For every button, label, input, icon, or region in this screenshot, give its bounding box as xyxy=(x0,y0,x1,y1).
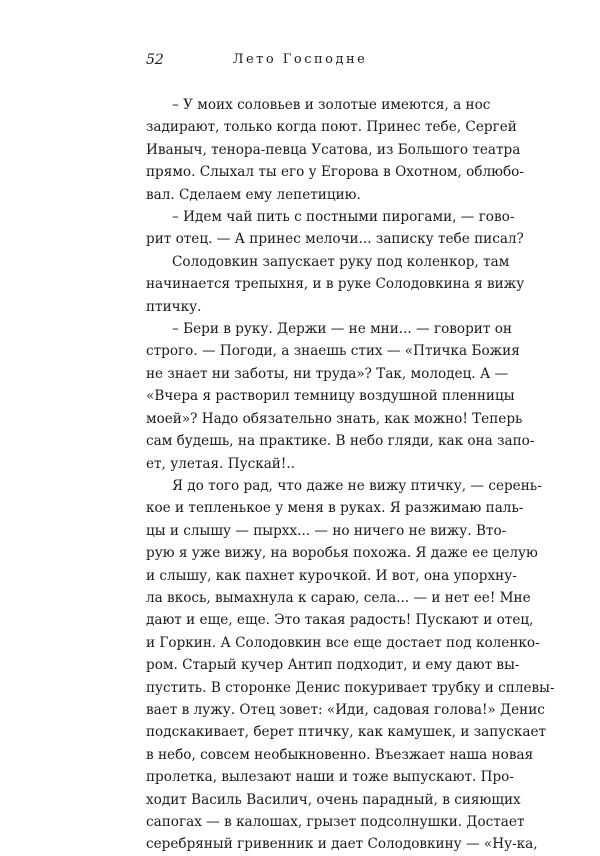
running-title: Лето Господне xyxy=(232,52,368,67)
text-line: Иваныч, тенора-певца Усатова, из Большого театра xyxy=(146,141,521,158)
text-line: не знает ни заботы, ни труда»? Так, молодец. А — xyxy=(146,365,509,382)
text-line: в небо, совсем необыкновенно. Въезжает наша новая xyxy=(146,746,534,763)
text-line: – У моих соловьев и золотые имеются, а нос xyxy=(172,97,491,113)
text-line: ходит Василь Василич, очень парадный, в сияющих xyxy=(146,791,521,808)
text-line: пустить. В сторонке Денис покуривает трубку и сплевы- xyxy=(146,679,555,696)
text-line: задирают, только когда поют. Принес тебе, Сергей xyxy=(146,119,517,136)
text-line: и слышу, как пахнет курочкой. И вот, она упорхну- xyxy=(146,567,517,584)
text-line: кое и тепленькое у меня в руках. Я разжимаю паль- xyxy=(146,500,524,517)
text-line: сапогах — в калошах, грызет подсолнушки. Достает xyxy=(146,814,525,830)
text-line: пролетка, вылезают наши и тоже выпускают. Про- xyxy=(146,769,514,786)
body-text xyxy=(146,94,555,856)
text-line: птичку. xyxy=(146,298,202,315)
text-line: цы и слышу — пырхх... — но ничего не вижу. Вто- xyxy=(146,522,507,539)
text-line: моей»? Надо обязательно знать, как можно! Теперь xyxy=(146,410,523,427)
text-line: ет, улетая. Пускай!.. xyxy=(146,455,295,472)
text-line: ла вкось, вымахнула к сараю, села... — и нет ее! Мне xyxy=(146,589,531,606)
text-line: вал. Сделаем ему лепетицию. xyxy=(146,186,361,203)
text-line: вает в лужу. Отец зовет: «Иди, садовая голова!» Денис xyxy=(146,701,545,718)
text-line: и Горкин. А Солодовкин все еще достает под коленко- xyxy=(146,634,540,651)
page-header xyxy=(146,52,454,72)
text-line: серебряный гривенник и дает Солодовкину — «Ну-ка, xyxy=(146,836,538,853)
text-line: начинается трепыхня, и в руке Солодовкина я вижу xyxy=(146,276,525,293)
text-line: прямо. Слыхал ты его у Егорова в Охотном, облюбо- xyxy=(146,164,524,181)
text-line: «Вчера я растворил темницу воздушной пленницы xyxy=(146,388,515,405)
text-line: – Идем чай пить с постными пирогами, — гово- xyxy=(172,209,515,226)
text-line: Солодовкин запускает руку под коленкор, там xyxy=(172,253,510,270)
text-line: подскакивает, берет птичку, как камушек, и запускает xyxy=(146,724,547,741)
text-line: – Бери в руку. Держи — не мни... — говорит он xyxy=(172,321,512,338)
text-line: Я до того рад, что даже не вижу птичку, — серень- xyxy=(172,477,542,494)
text-line: строго. — Погоди, а знаешь стих — «Птичка Божия xyxy=(146,343,520,360)
text-line: ром. Старый кучер Антип подходит, и ему дают вы- xyxy=(146,657,520,674)
page-number: 52 xyxy=(146,52,164,68)
text-line: рит отец. — А принес мелочи... записку тебе писал? xyxy=(146,231,524,248)
text-line: сам будешь, на практике. В небо гляди, как она запо- xyxy=(146,433,535,450)
text-line: рую я уже вижу, на воробья похожа. Я даже ее целую xyxy=(146,545,538,562)
text-line: дают и еще, еще. Это такая радость! Пускают и отец, xyxy=(146,612,534,629)
